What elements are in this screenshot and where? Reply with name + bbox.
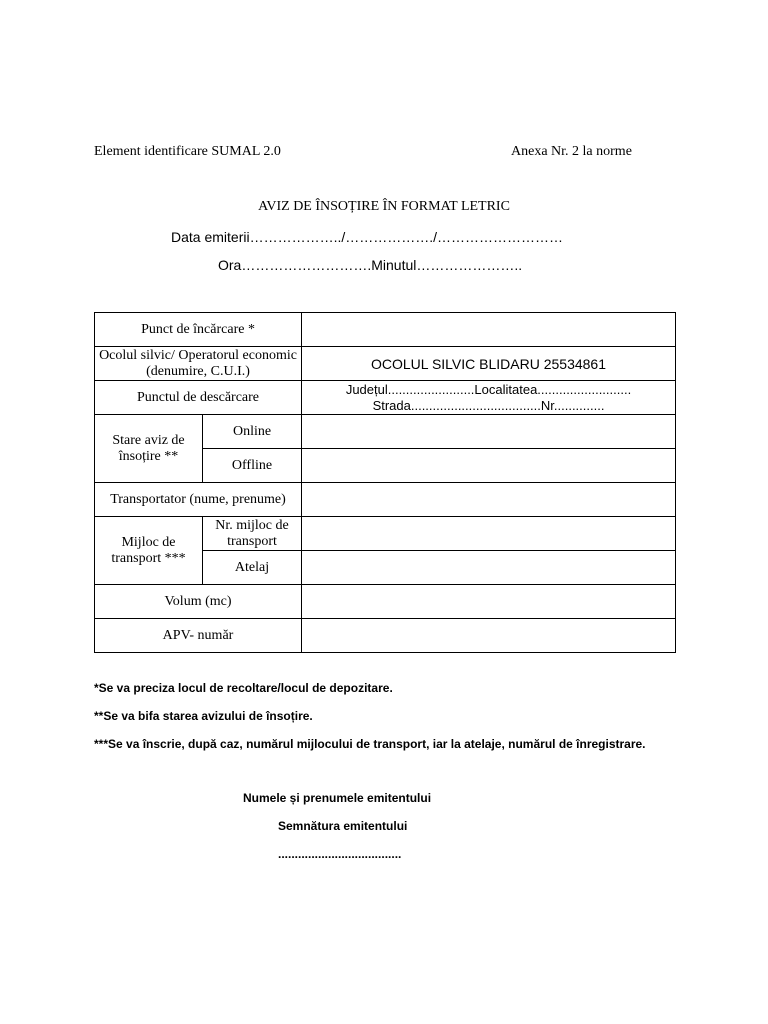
operator-value[interactable]: OCOLUL SILVIC BLIDARU 25534861	[302, 347, 676, 381]
unloading-county-locality: Județul........................Localitatea..........................	[345, 381, 632, 397]
volume-label: Volum (mc)	[95, 585, 302, 619]
footnote-2: **Se va bifa starea avizului de însoțire.	[94, 709, 313, 723]
trailer-label: Atelaj	[203, 551, 302, 585]
issue-time-line: Ora……………………….Minutul…………………..	[218, 257, 523, 273]
status-label: Stare aviz de însoțire **	[95, 415, 203, 483]
signature-line[interactable]: .....................................	[278, 847, 402, 861]
document-title: AVIZ DE ÎNSOȚIRE ÎN FORMAT LETRIC	[258, 199, 510, 214]
status-offline-field[interactable]	[302, 449, 676, 483]
trailer-field[interactable]	[302, 551, 676, 585]
row-operator	[95, 347, 676, 381]
transport-number-label: Nr. mijloc de transport	[203, 517, 302, 551]
unloading-point-label: Punctul de descărcare	[95, 381, 302, 415]
unloading-street-number: Strada....................................Nr..............	[372, 397, 605, 413]
issue-date-line: Data emiterii………………../………………./………………………	[171, 229, 564, 245]
row-transporter	[95, 483, 676, 517]
transporter-field[interactable]	[302, 483, 676, 517]
row-volume	[95, 585, 676, 619]
transport-number-field[interactable]	[302, 517, 676, 551]
volume-field[interactable]	[302, 585, 676, 619]
loading-point-label: Punct de încărcare *	[95, 313, 302, 347]
header-sumal-id: Element identificare SUMAL 2.0	[94, 144, 281, 159]
status-online-field[interactable]	[302, 415, 676, 449]
footnote-3: ***Se va înscrie, după caz, numărul mijlocului de transport, iar la atelaje, numărul de înregistrare.	[94, 737, 646, 751]
row-transport-number	[95, 517, 676, 551]
row-unloading-point	[95, 381, 676, 415]
apv-label: APV- număr	[95, 619, 302, 653]
apv-field[interactable]	[302, 619, 676, 653]
transporter-label: Transportator (nume, prenume)	[95, 483, 302, 517]
unloading-point-field[interactable]	[302, 381, 676, 415]
loading-point-field[interactable]	[302, 313, 676, 347]
row-loading-point	[95, 313, 676, 347]
operator-label: Ocolul silvic/ Operatorul economic (denumire, C.U.I.)	[95, 347, 302, 381]
issuer-name-label: Numele și prenumele emitentului	[243, 791, 432, 805]
consignment-form-table	[94, 312, 676, 653]
status-offline-label: Offline	[203, 449, 302, 483]
header-annex: Anexa Nr. 2 la norme	[511, 144, 632, 159]
row-apv	[95, 619, 676, 653]
transport-means-label: Mijloc de transport ***	[95, 517, 203, 585]
issuer-signature-label: Semnătura emitentului	[278, 819, 408, 833]
status-online-label: Online	[203, 415, 302, 449]
footnote-1: *Se va preciza locul de recoltare/locul de depozitare.	[94, 681, 393, 695]
row-status-online	[95, 415, 676, 449]
